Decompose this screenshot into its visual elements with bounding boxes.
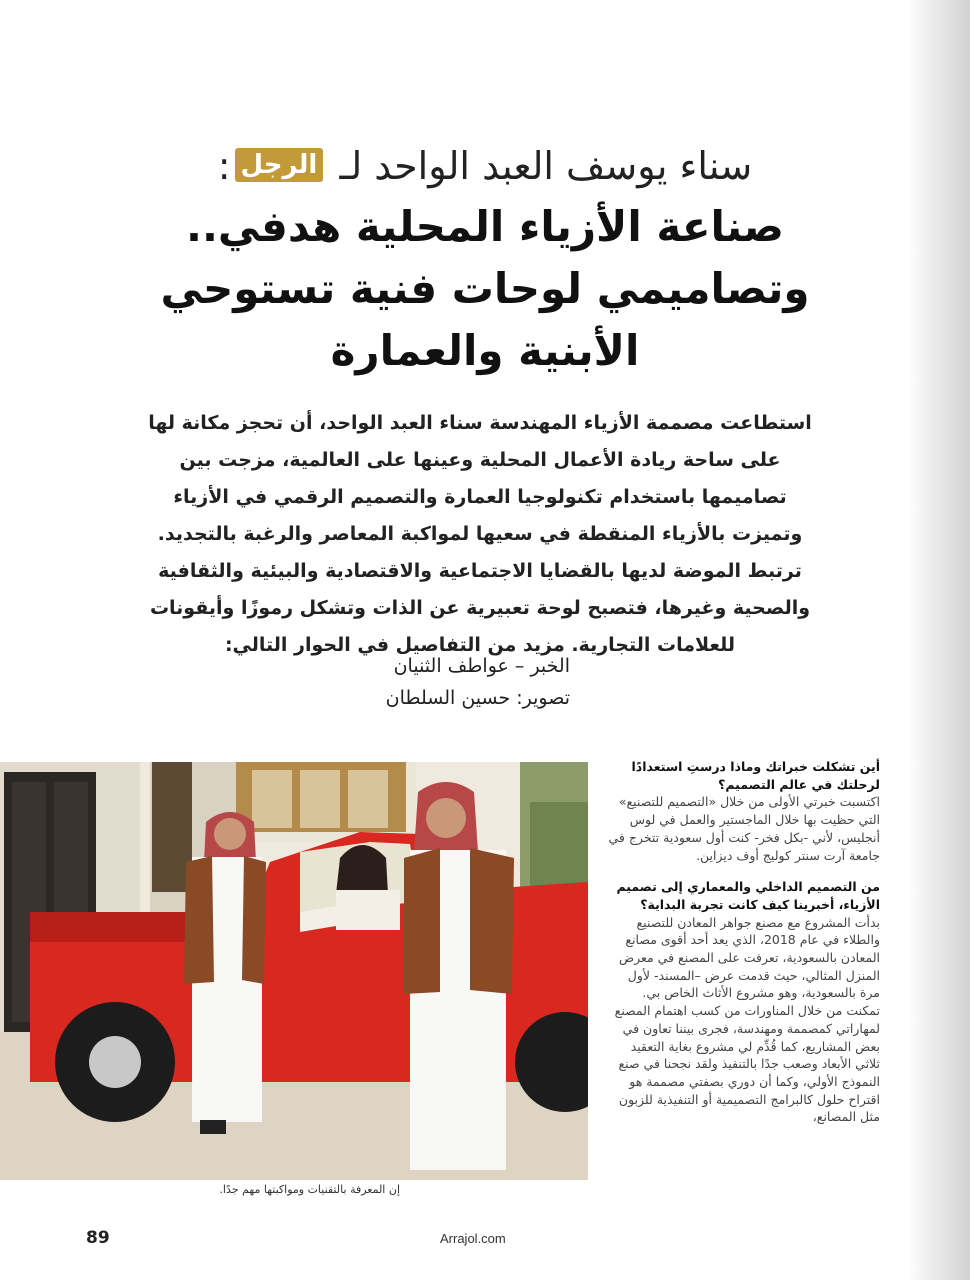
page-number: 89 — [86, 1228, 110, 1248]
kicker-text: سناء يوسف العبد الواحد لـ — [339, 144, 753, 188]
answer-2: بدأت المشروع مع مصنع جواهر المعادن للتصنيع والطلاء في عام 2018، الذي يعد أحد أقوى مصانع المعادن بالسعودية، تعرفت على المصنع في معرض المنزل المثالي، حيث قدمت عرض –المسند- لأول مرة بالسعودية، وهو مشروع الأثاث الخاص بي. تمكنت من خلال المناورات من كسب اهتمام المصنع لمهاراتي كمصممة ومهندسة، فجرى بيننا تعاون في بعض المشاريع، كما قُدِّم لي مشروع بغاية التعقيد ثلاثي الأبعاد وصعب جدًا بالتنفيذ ولقد نجحنا في صنع النموذج الأولي، وكما أن دوري بصفتي مصممة هو اقتراح حلول كالبرامج التصميمية أو التنفيذية للزبون مثل المصانع، — [614, 914, 880, 1125]
headline-title-line-3: الأبنية والعمارة — [330, 326, 640, 375]
photo-caption: إن المعرفة بالتقنيات ومواكبتها مهم جدًا. — [219, 1183, 400, 1196]
photo-illustration — [0, 762, 588, 1180]
headline — [110, 140, 860, 382]
site-url: Arrajol.com — [440, 1231, 506, 1246]
intro-paragraph-1: استطاعت مصممة الأزياء المهندسة سناء العبد الواحد، أن تحجز مكانة لها على ساحة ريادة الأعمال المحلية وعينها على العالمية، مزجت بين تصاميمها باستخدام تكنولوجيا العمارة والتصميم الرقمي في الأزياء وتميزت بالأزياء المنقطة في سعيها لمواكبة المعاصر والرغبة بالتجديد. — [148, 412, 812, 545]
kicker-colon: : — [217, 144, 231, 188]
intro-paragraph-2: ترتبط الموضة لديها بالقضايا الاجتماعية والاقتصادية والبيئية والثقافية والصحية وغيرها، فتصبح لوحة تعبيرية عن الذات وتشكل رموزًا وأيقونات للعلامات التجارية. مزيد من التفاصيل في الحوار التالي: — [149, 560, 811, 656]
interview-column — [608, 758, 880, 1140]
headline-title-line-1: صناعة الأزياء المحلية هدفي.. — [185, 202, 785, 251]
intro — [145, 405, 815, 664]
page-edge-shadow — [908, 0, 970, 1280]
credits — [250, 650, 570, 714]
author-credit: الخبر – عواطف الثنيان — [393, 655, 570, 677]
arrajol-logo: الرجل — [235, 148, 324, 182]
photographer-credit: تصوير: حسين السلطان — [385, 687, 570, 709]
headline-kicker — [110, 140, 860, 192]
question-2: من التصميم الداخلي والمعماري إلى تصميم الأزياء، أخبرينا كيف كانت تجربة البداية؟ — [616, 879, 880, 912]
man-left — [184, 812, 266, 1134]
answer-1: اكتسبت خبرتي الأولى من خلال «التصميم للتصنيع» التي حظيت بها خلال الماجستير والعمل في لوس أنجليس، لأني -بكل فخر- كنت أول سعودية تتخرج في جامعة آرت سنتر كوليج أوف ديزاين. — [608, 794, 880, 863]
article-photo — [0, 762, 588, 1180]
headline-title-line-2: وتصاميمي لوحات فنية تستوحي — [160, 264, 810, 313]
question-1: أين تشكلت خبراتك وماذا درستِ استعدادًا لرحلتك في عالم التصميم؟ — [631, 759, 880, 792]
